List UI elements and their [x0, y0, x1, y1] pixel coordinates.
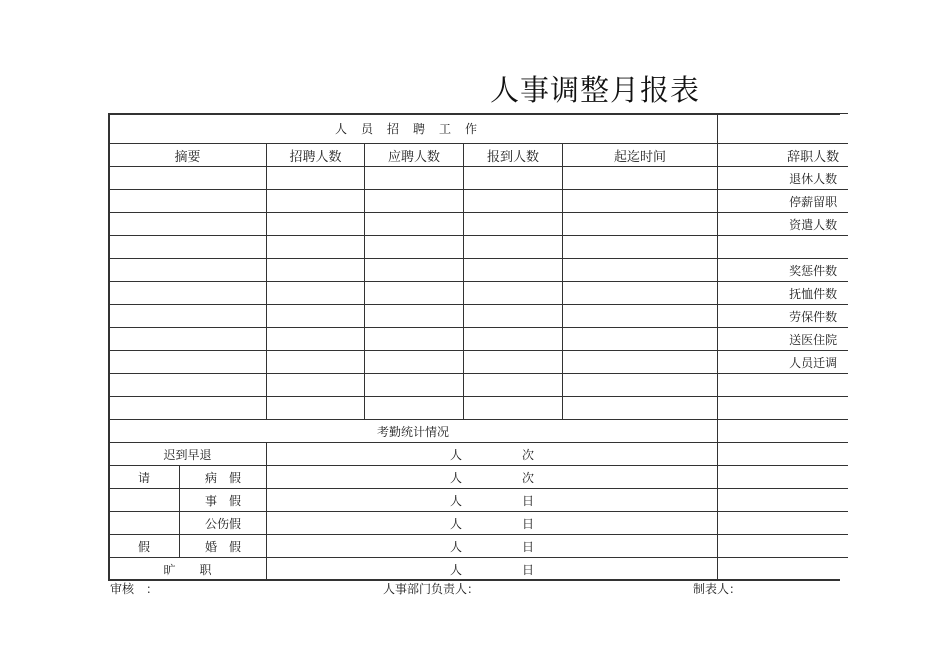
cell — [267, 190, 365, 213]
cell — [464, 236, 563, 259]
cell — [109, 167, 267, 190]
cell — [464, 374, 563, 397]
cell — [109, 305, 267, 328]
cell — [563, 328, 718, 351]
cell — [267, 328, 365, 351]
right-item: 奖惩件数 — [718, 259, 848, 282]
leave-group-label-bottom: 假 — [109, 535, 180, 558]
cell — [365, 213, 464, 236]
cell — [365, 167, 464, 190]
cell — [464, 190, 563, 213]
cell — [267, 213, 365, 236]
cell — [718, 443, 848, 466]
right-item — [718, 374, 848, 397]
cell — [365, 282, 464, 305]
cell — [563, 190, 718, 213]
cell — [267, 259, 365, 282]
right-item: 抚恤件数 — [718, 282, 848, 305]
cell — [464, 167, 563, 190]
table-row — [109, 351, 849, 374]
table-row — [109, 305, 849, 328]
cell — [267, 167, 365, 190]
table-row — [109, 282, 849, 305]
marriage-leave-label: 婚 假 — [180, 535, 267, 558]
cell — [267, 397, 365, 420]
cell — [109, 236, 267, 259]
recruit-header: 人员招聘工作 — [109, 114, 718, 144]
absent-value: 人 日 — [267, 558, 718, 580]
cell — [267, 282, 365, 305]
cell — [464, 328, 563, 351]
right-item: 资遣人数 — [718, 213, 848, 236]
table-row — [109, 213, 849, 236]
personal-leave-value: 人 日 — [267, 489, 718, 512]
col-summary: 摘要 — [109, 144, 267, 167]
leave-group-label-top: 请 — [109, 466, 180, 489]
cell — [718, 397, 848, 420]
col-period: 起迄时间 — [563, 144, 718, 167]
attendance-row-marriage — [109, 535, 849, 558]
table-row — [109, 167, 849, 190]
cell — [464, 305, 563, 328]
footer-hr-head: 人事部门负责人： — [383, 582, 480, 596]
footer-maker: 制表人： — [693, 582, 742, 596]
marriage-leave-value: 人 日 — [267, 535, 718, 558]
cell — [464, 282, 563, 305]
cell — [109, 397, 267, 420]
cell — [109, 351, 267, 374]
table-row — [109, 328, 849, 351]
cell — [464, 259, 563, 282]
table-row — [109, 374, 849, 397]
attendance-row-sick — [109, 466, 849, 489]
cell — [109, 259, 267, 282]
report-title: 人事调整月报表 — [490, 73, 701, 107]
cell — [109, 374, 267, 397]
table-row — [109, 397, 849, 420]
cell — [365, 305, 464, 328]
cell — [365, 374, 464, 397]
leave-group-cell — [109, 512, 180, 535]
cell — [365, 328, 464, 351]
table-row — [109, 236, 849, 259]
cell — [718, 512, 848, 535]
cell — [464, 351, 563, 374]
cell — [464, 213, 563, 236]
attendance-title: 考勤统计情况 — [109, 420, 718, 443]
cell — [718, 535, 848, 558]
right-item: 停薪留职 — [718, 190, 848, 213]
cell — [563, 213, 718, 236]
footer-auditor: 审核 ： — [110, 582, 159, 596]
cell — [109, 190, 267, 213]
right-item: 送医住院 — [718, 328, 848, 351]
cell — [267, 305, 365, 328]
col-applicant-count: 应聘人数 — [365, 144, 464, 167]
cell — [718, 558, 848, 580]
absent-label: 旷 职 — [109, 558, 267, 580]
sick-leave-label: 病 假 — [180, 466, 267, 489]
cell — [563, 282, 718, 305]
injury-leave-value: 人 日 — [267, 512, 718, 535]
cell — [718, 420, 848, 443]
cell — [563, 351, 718, 374]
cell — [267, 374, 365, 397]
late-label: 迟到早退 — [109, 443, 267, 466]
sick-leave-value: 人 次 — [267, 466, 718, 489]
cell — [464, 397, 563, 420]
table-row — [109, 190, 849, 213]
personal-leave-label: 事 假 — [180, 489, 267, 512]
cell — [365, 397, 464, 420]
col-recruit-count: 招聘人数 — [267, 144, 365, 167]
cell — [563, 259, 718, 282]
cell — [563, 236, 718, 259]
attendance-row-absent — [109, 558, 849, 580]
attendance-row-late — [109, 443, 849, 466]
right-item — [718, 236, 848, 259]
cell — [563, 305, 718, 328]
attendance-row-injury — [109, 512, 849, 535]
col-reported-count: 报到人数 — [464, 144, 563, 167]
right-item: 人员迁调 — [718, 351, 848, 374]
cell — [109, 328, 267, 351]
cell — [365, 190, 464, 213]
cell — [718, 489, 848, 512]
cell — [563, 397, 718, 420]
attendance-row-personal — [109, 489, 849, 512]
cell — [563, 167, 718, 190]
cell — [109, 213, 267, 236]
right-header-blank — [718, 114, 848, 144]
right-item: 退休人数 — [718, 167, 848, 190]
col-resign-count: 辞职人数 — [718, 144, 848, 167]
cell — [267, 236, 365, 259]
cell — [365, 259, 464, 282]
leave-group-cell — [109, 489, 180, 512]
cell — [109, 282, 267, 305]
injury-leave-label: 公伤假 — [180, 512, 267, 535]
late-value: 人 次 — [267, 443, 718, 466]
right-item: 劳保件数 — [718, 305, 848, 328]
cell — [267, 351, 365, 374]
cell — [718, 466, 848, 489]
table-row — [109, 259, 849, 282]
cell — [365, 236, 464, 259]
cell — [563, 374, 718, 397]
report-table — [108, 113, 848, 579]
cell — [365, 351, 464, 374]
